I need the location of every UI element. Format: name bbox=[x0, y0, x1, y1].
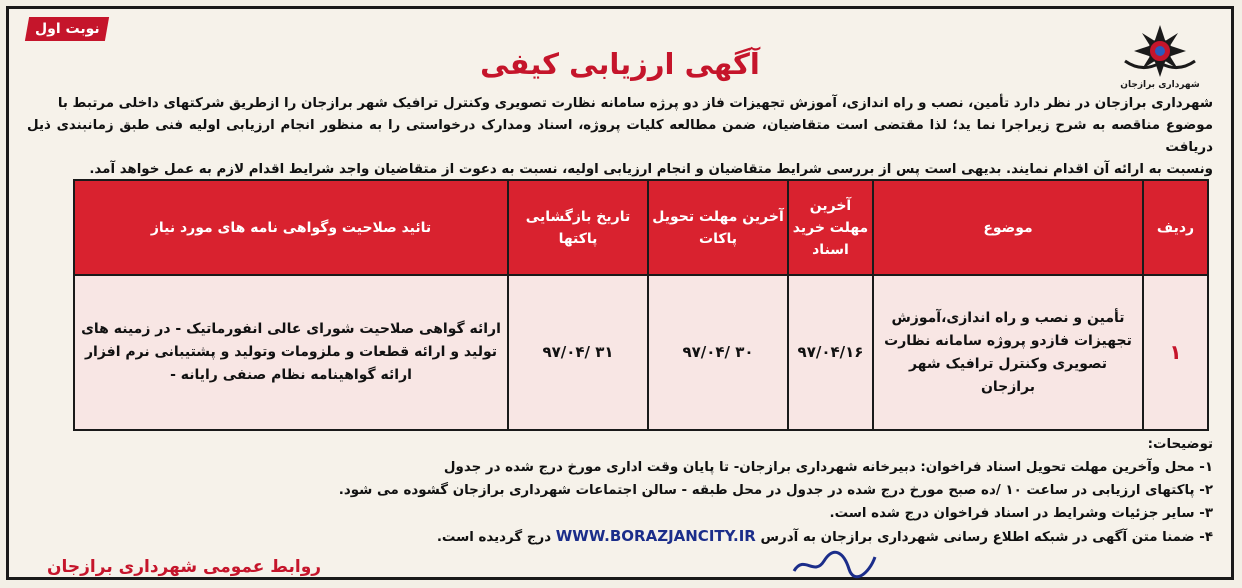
intro-line: شهرداری برازجان در نظر دارد تأمین، نصب و راه اندازی، آموزش تجهیزات فاز دو پرژه سامانه نظارت تصویری وکنترل ترافیک شهر برازجان را ازطریق شرکتهای داخلی مرتبط با bbox=[57, 96, 1213, 111]
page-title: آگهی ارزیابی کیفی bbox=[480, 47, 760, 81]
footer-public-relations: روابط عمومی شهرداری برازجان bbox=[47, 557, 322, 577]
header-subject: موضوع bbox=[873, 180, 1143, 275]
cell-certifications: ارائه گواهی صلاحیت شورای عالی انفورماتیک - در زمینه های تولید و ارائه قطعات و ملزومات وتولید و پشتیبانی نرم افزار ارائه گواهینامه نظام صنفی رایانه - bbox=[74, 275, 508, 430]
table-header-row bbox=[74, 180, 1208, 275]
website-link[interactable]: WWW.BORAZJANCITY.IR bbox=[555, 527, 756, 545]
intro-paragraph bbox=[27, 93, 1213, 181]
logo-text: شهرداری برازجان bbox=[1120, 80, 1200, 90]
note-website-suffix: درج گردیده است. bbox=[436, 530, 552, 545]
intro-line: موضوع مناقصه به شرح زیراجرا نما ید؛ لذا مقتضی است متقاضیان، ضمن مطالعه کلیات پروژه، اسناد ومدارک درخواستی را به منظور انجام ارزیابی اولیه فنی طبق زمانبندی ذیل دریافت bbox=[27, 118, 1213, 155]
notes-section bbox=[139, 433, 1213, 549]
notes-heading: توضیحات: bbox=[1147, 437, 1213, 452]
cell-subject: تأمین و نصب و راه اندازی،آموزش تجهیزات فازدو پروژه سامانه نظارت تصویری وکنترل ترافیک شهر برازجان bbox=[873, 275, 1143, 430]
header-purchase-deadline: آخرین مهلت خرید اسناد bbox=[788, 180, 873, 275]
header-row-number: ردیف bbox=[1143, 180, 1208, 275]
signature-scribble bbox=[789, 549, 879, 579]
note-item: ۳- سایر جزئیات وشرایط در اسناد فراخوان درج شده است. bbox=[829, 506, 1213, 521]
note-item: ۲- پاکتهای ارزیابی در ساعت ۱۰ /ده صبح مورخ درج شده در جدول در محل طبقه - سالن اجتماعات شهرداری برازجان گشوده می شود. bbox=[338, 483, 1213, 498]
cell-opening-date: ۹۷/۰۴/ ۳۱ bbox=[508, 275, 648, 430]
schedule-table bbox=[73, 179, 1209, 431]
cell-row-number: ۱ bbox=[1143, 275, 1208, 430]
round-badge-label: نوبت اول bbox=[34, 21, 100, 37]
intro-line: ونسبت به ارائه آن اقدام نمایند. بدیهی است پس از بررسی شرایط متقاضیان و انجام ارزیابی اولیه، نسبت به دعوت از متقاضیان واجد شرایط اقدام لازم به عمل خواهد آمد. bbox=[89, 162, 1213, 177]
header-certifications: تائید صلاحیت وگواهی نامه های مورد نیاز bbox=[74, 180, 508, 275]
note-item-website bbox=[139, 525, 1213, 549]
header-opening-date: تاریخ بازگشایی پاکتها bbox=[508, 180, 648, 275]
schedule-table-wrapper bbox=[73, 179, 1209, 431]
note-item: ۱- محل وآخرین مهلت تحویل اسناد فراخوان: دبیرخانه شهرداری برازجان- تا پایان وقت اداری مورخ درج شده در جدول bbox=[443, 460, 1213, 475]
cell-delivery-deadline: ۹۷/۰۴/ ۳۰ bbox=[648, 275, 788, 430]
note-website-prefix: ۴- ضمنا متن آگهی در شبکه اطلاع رسانی شهرداری برازجان به آدرس bbox=[760, 530, 1213, 545]
advertisement-frame bbox=[6, 6, 1234, 580]
round-badge bbox=[25, 17, 109, 41]
header-delivery-deadline: آخرین مهلت تحویل پاکات bbox=[648, 180, 788, 275]
cell-purchase-deadline: ۹۷/۰۴/۱۶ bbox=[788, 275, 873, 430]
table-row bbox=[74, 275, 1208, 430]
